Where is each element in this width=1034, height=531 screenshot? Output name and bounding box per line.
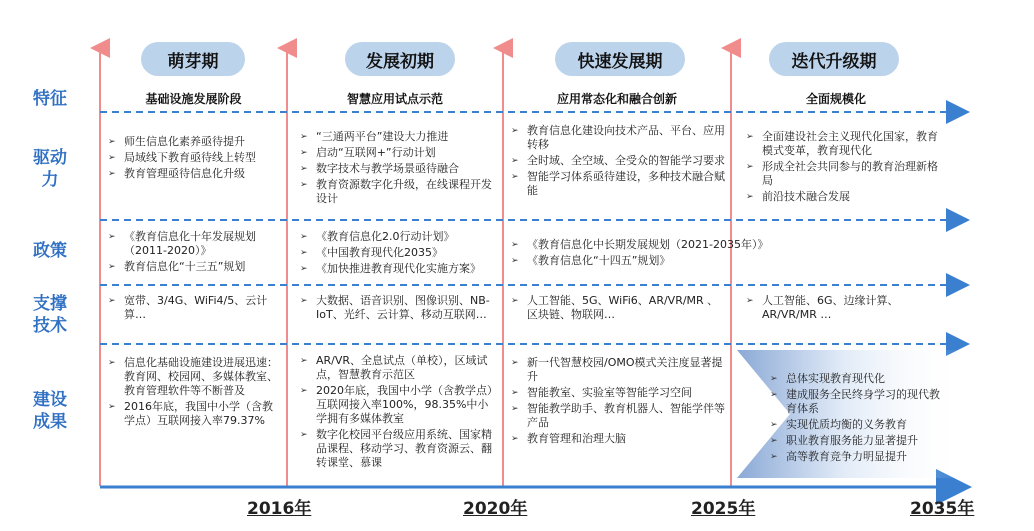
list-item: ➢ 《教育信息化“十四五”规划》 [511,254,811,268]
list-item: ➢ 人工智能、6G、边缘计算、AR/VR/MR … [746,294,942,322]
results-cell-1 [108,356,282,430]
list-item: ➢ 实现优质均衡的义务教育 [770,418,942,432]
list-item: ➢ 《教育信息化2.0行动计划》 [300,230,500,244]
year-2025: 2025年 [691,499,756,519]
list-item: ➢ 2016年底，我国中小学（含教学点）互联网接入率79.37% [108,400,282,428]
list-item: ➢ 前沿技术融合发展 [746,190,942,204]
results-cell-2 [300,354,498,472]
drivers-cell-4 [746,130,942,206]
list-item: ➢ 2020年底，我国中小学（含教学点）互联网接入率100%，98.35%中小学拥有多媒体教室 [300,384,498,426]
list-item: ➢ 全时域、全空域、全受众的智能学习要求 [511,154,725,168]
list-item: ➢ 智能学习体系亟待建设，多种技术融合赋能 [511,170,725,198]
results-cell-4 [770,372,942,466]
tech-cell-4 [746,294,942,324]
list-item: ➢ 人工智能、5G、WiFi6、AR/VR/MR 、区块链、物联网… [511,294,725,322]
list-item: ➢ 高等教育竞争力明显提升 [770,450,942,464]
row-label-policy: 政策 [33,241,67,261]
list-item: ➢ 教育信息化建设向技术产品、平台、应用转移 [511,124,725,152]
tech-cell-3 [511,294,725,324]
phase-pill-3: 快速发展期 [555,42,685,76]
list-item: ➢ 全面建设社会主义现代化国家，教育模式变革，教育现代化 [746,130,942,158]
list-item: ➢ 《教育信息化十年发展规划（2011-2020）》 [108,230,282,258]
list-item: ➢ AR/VR、全息试点（单校），区域试点，智慧教育示范区 [300,354,498,382]
row-label-features: 特征 [33,89,67,109]
list-item: ➢ 新一代智慧校园/OMO模式关注度显著提升 [511,356,725,384]
drivers-cell-3 [511,124,725,200]
stage-1: 基础设施发展阶段 [145,92,242,106]
year-2016: 2016年 [247,499,312,519]
list-item: ➢ 《教育信息化中长期发展规划（2021-2035年）》 [511,238,811,252]
phase-pill-1: 萌芽期 [141,42,245,76]
year-2020: 2020年 [463,499,528,519]
stage-4: 全面规模化 [805,92,866,106]
list-item: ➢ 形成全社会共同参与的教育治理新格局 [746,160,942,188]
list-item: ➢ 局域线下教育亟待线上转型 [108,151,282,165]
year-2035: 2035年 [910,499,975,519]
list-item: ➢ 大数据、语音识别、图像识别、NB-IoT、光纤、云计算、移动互联网… [300,294,498,322]
list-item: ➢ 《加快推进教育现代化实施方案》 [300,262,500,276]
drivers-cell-1 [108,135,282,183]
row-label-tech: 支撑 技术 [33,294,67,336]
list-item: ➢ “三通两平台”建设大力推进 [300,130,498,144]
policy-cell-3 [511,238,811,270]
phase-pill-4: 迭代升级期 [769,42,899,76]
list-item: ➢ 教育信息化“十三五”规划 [108,260,282,274]
list-item: ➢ 师生信息化素养亟待提升 [108,135,282,149]
results-cell-3 [511,356,725,448]
stage-3: 应用常态化和融合创新 [556,92,677,106]
list-item: ➢ 信息化基础设施建设进展迅速：教育网、校园网、多媒体教室、教育管理软件等不断普及 [108,356,282,398]
list-item: ➢ 总体实现教育现代化 [770,372,942,386]
policy-cell-1 [108,230,282,276]
list-item: ➢ 教育管理和治理大脑 [511,432,725,446]
list-item: ➢ 《中国教育现代化2035》 [300,246,500,260]
phase-pill-2: 发展初期 [345,42,455,76]
list-item: ➢ 数字技术与教学场景亟待融合 [300,162,498,176]
list-item: ➢ 宽带、3/4G、WiFi4/5、云计算… [108,294,280,322]
policy-cell-2 [300,230,500,278]
list-item: ➢ 启动“互联网+”行动计划 [300,146,498,160]
list-item: ➢ 职业教育服务能力显著提升 [770,434,942,448]
stage-2: 智慧应用试点示范 [346,92,443,106]
list-item: ➢ 教育管理亟待信息化升级 [108,167,282,181]
list-item: ➢ 智能教学助手、教育机器人、智能学伴等产品 [511,402,725,430]
row-label-drivers: 驱动 力 [33,148,67,190]
list-item: ➢ 教育资源数字化升级，在线课程开发设计 [300,178,498,206]
tech-cell-1 [108,294,280,324]
list-item: ➢ 建成服务全民终身学习的现代教育体系 [770,388,942,416]
drivers-cell-2 [300,130,498,208]
list-item: ➢ 智能教室、实验室等智能学习空间 [511,386,725,400]
tech-cell-2 [300,294,498,324]
list-item: ➢ 数字化校园平台级应用系统、国家精品课程、移动学习、教育资源云、翻转课堂、慕课 [300,428,498,470]
row-label-results: 建设 成果 [33,390,67,432]
